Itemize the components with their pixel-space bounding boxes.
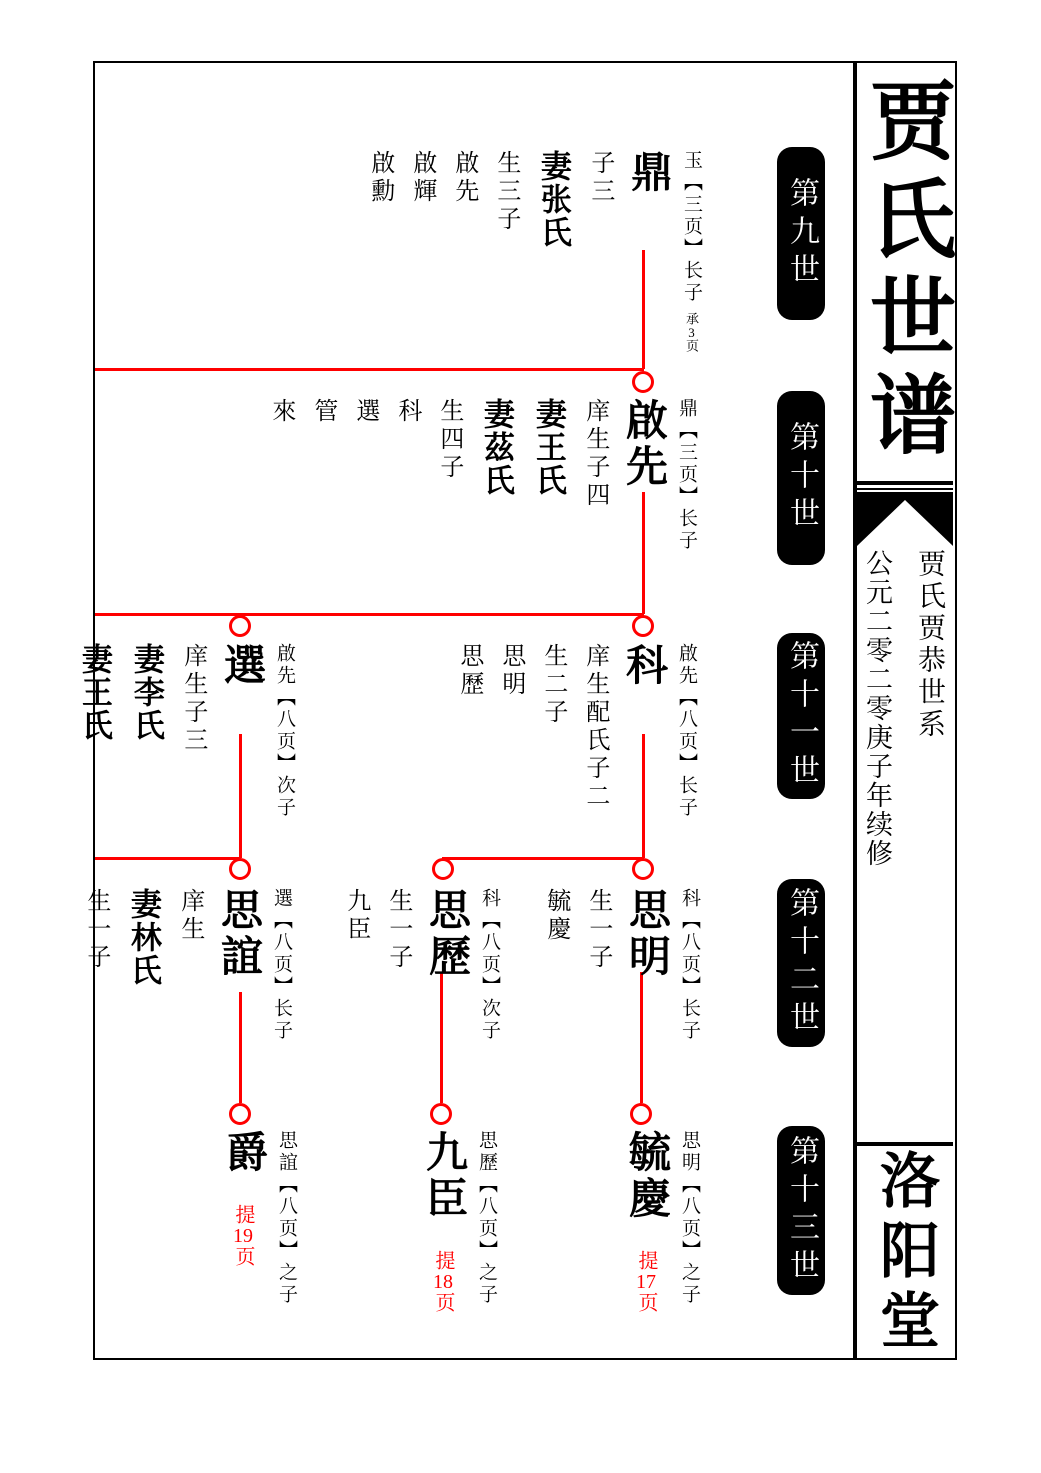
ribbon-banner [857, 492, 953, 546]
parent-reference: 思明【八页】之子 [679, 1130, 700, 1306]
generation-label-11: 第十一世 [777, 633, 825, 799]
sidebar-subtitles [857, 549, 957, 1139]
detail-begat: 生一子 [584, 888, 611, 972]
see-page-reference: 提18页 [432, 1250, 454, 1314]
connector-line [95, 613, 644, 616]
connector-line [95, 368, 644, 371]
parent-reference: 選【八页】长子 [271, 888, 292, 1042]
person-entry-qixian [257, 398, 700, 552]
person-name: 思明 [623, 888, 669, 980]
detail-son-name: 啟輝 [408, 150, 435, 206]
divider-double-rule [857, 481, 953, 490]
person-entry-xuan [65, 643, 298, 819]
book-title: 贾氏世谱 [857, 76, 953, 468]
detail-son-name: 毓慶 [542, 888, 569, 944]
person-entry-jiuchen [413, 1130, 500, 1314]
edition-label: 公元二零二零庚子年续修 [862, 549, 892, 868]
see-page-reference: 提19页 [232, 1204, 254, 1268]
detail-begat: 生一子 [384, 888, 411, 972]
generation-label-10: 第十世 [777, 391, 825, 565]
parent-reference: 啟先【八页】长子 [676, 643, 697, 819]
person-name: 思歷 [423, 888, 469, 980]
connector-node [430, 1103, 452, 1125]
detail-title-sons: 庠生子四 [581, 398, 608, 510]
connector-node [632, 371, 654, 393]
hall-name: 洛阳堂 [857, 1142, 953, 1362]
parent-reference: 思歷【八页】之子 [476, 1130, 497, 1306]
person-name: 思誼 [215, 888, 261, 980]
connector-node [630, 1103, 652, 1125]
detail-son-name: 啟先 [450, 150, 477, 206]
parent-reference: 科【八页】长子 [679, 888, 700, 1042]
parent-reference: 啟先【八页】次子 [274, 643, 295, 819]
person-entry-sili [332, 888, 503, 1042]
detail-title-sons: 庠生子三 [179, 643, 206, 755]
person-name: 科 [620, 643, 666, 689]
detail-wife: 妻李氏 [128, 643, 164, 742]
parent-reference: 玉【三页】长子承3页 [681, 150, 702, 353]
person-entry-jue [213, 1130, 300, 1306]
detail-begat: 生三子 [492, 150, 519, 234]
detail-son-name: 九臣 [342, 888, 369, 944]
detail-begat: 生四子 [435, 398, 462, 482]
person-entry-siming [532, 888, 703, 1042]
detail-title-spouse: 庠生配氏子二 [581, 643, 608, 811]
detail-begat: 生二子 [539, 643, 566, 727]
detail-son-name: 思明 [497, 643, 524, 699]
person-name: 啟先 [620, 398, 666, 490]
person-name: 毓慶提17页 [623, 1130, 669, 1314]
detail-son-name: 科 [393, 398, 420, 426]
sidebar [855, 61, 957, 1360]
see-page-reference: 提17页 [635, 1250, 657, 1314]
person-name: 爵提19页 [220, 1130, 266, 1268]
detail-sons-count: 子三 [586, 150, 613, 206]
detail-title: 庠生 [176, 888, 203, 944]
connector-line [95, 857, 241, 860]
connector-line [442, 857, 644, 860]
connector-node [229, 615, 251, 637]
detail-son-name: 管 [309, 398, 336, 426]
generation-label-12: 第十二世 [777, 879, 825, 1047]
continuation-note: 承3页 [684, 312, 699, 353]
parent-reference: 思誼【八页】之子 [276, 1130, 297, 1306]
person-entry-siyi [72, 888, 295, 1042]
connector-node [229, 1103, 251, 1125]
detail-wife: 妻王氏 [76, 643, 112, 742]
detail-begat: 生一子 [82, 888, 109, 972]
generation-label-13: 第十三世 [777, 1126, 825, 1295]
person-entry-ke [445, 643, 700, 819]
detail-son-name: 思歷 [455, 643, 482, 699]
person-name: 選 [218, 643, 264, 689]
connector-node [632, 858, 654, 880]
detail-son-name: 啟勳 [366, 150, 393, 206]
generation-label-9: 第九世 [777, 147, 825, 320]
person-entry-yuqing [616, 1130, 703, 1314]
detail-wife: 妻林氏 [125, 888, 161, 987]
detail-wife: 妻王氏 [530, 398, 566, 497]
person-name: 鼎 [625, 150, 671, 196]
connector-node [632, 615, 654, 637]
detail-wife: 妻茲氏 [478, 398, 514, 497]
person-name: 九臣提18页 [420, 1130, 466, 1314]
parent-reference: 鼎【三页】长子 [676, 398, 697, 552]
detail-son-name: 來 [267, 398, 294, 426]
lineage-label: 贾氏贾恭世系 [914, 549, 945, 741]
connector-node [432, 858, 454, 880]
detail-wife: 妻张氏 [535, 150, 571, 249]
person-entry-ding [356, 150, 705, 353]
parent-reference: 科【八页】次子 [479, 888, 500, 1042]
detail-son-name: 選 [351, 398, 378, 426]
connector-node [229, 858, 251, 880]
